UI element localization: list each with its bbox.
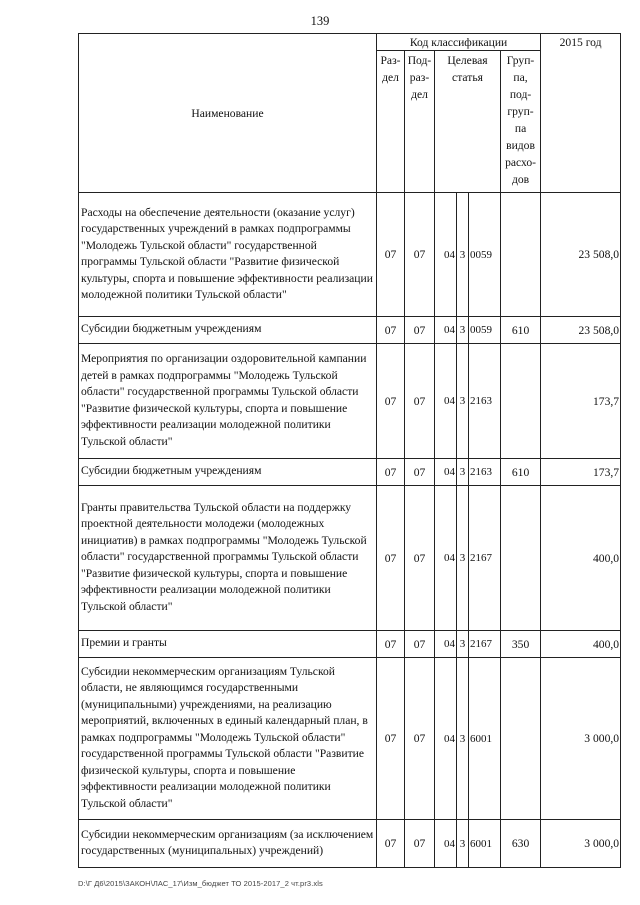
- row-razdel: 07: [377, 631, 405, 658]
- row-podrazdel: 07: [405, 631, 435, 658]
- table-row: [79, 193, 621, 317]
- row-target-code: 2163: [469, 344, 501, 459]
- row-name: Расходы на обеспечение деятельности (оказание услуг) государственных учреждений в рамках подпрограммы "Молодежь Тульской области" государственной программы Тульской области "Развитие физической культуры, спорта и повышение эффективности реализации молодежной политики Тульской области": [79, 193, 377, 317]
- row-podrazdel: 07: [405, 658, 435, 820]
- row-program: 04: [435, 820, 457, 868]
- table-row: [79, 820, 621, 868]
- row-program: 04: [435, 317, 457, 344]
- row-subprogram: 3: [457, 658, 469, 820]
- header-target: Целевая статья: [435, 51, 501, 193]
- row-vid: 610: [501, 459, 541, 486]
- row-program: 04: [435, 344, 457, 459]
- row-name: Мероприятия по организации оздоровительной кампании детей в рамках подпрограммы "Молодежь Тульской области" государственной программы Тульской области "Развитие физической культуры, спорта и повышение эффективности реализации молодежной политики Тульской области": [79, 344, 377, 459]
- table-row: [79, 459, 621, 486]
- row-subprogram: 3: [457, 193, 469, 317]
- row-subprogram: 3: [457, 631, 469, 658]
- row-target-code: 6001: [469, 820, 501, 868]
- table-row: [79, 344, 621, 459]
- row-vid: [501, 193, 541, 317]
- row-vid: [501, 486, 541, 631]
- page-number: 139: [310, 14, 330, 28]
- table-row: [79, 631, 621, 658]
- row-target-code: 6001: [469, 658, 501, 820]
- row-razdel: 07: [377, 459, 405, 486]
- row-amount: 3 000,0: [541, 658, 621, 820]
- row-razdel: 07: [377, 486, 405, 631]
- row-program: 04: [435, 193, 457, 317]
- row-vid: 350: [501, 631, 541, 658]
- row-target-code: 2163: [469, 459, 501, 486]
- row-podrazdel: 07: [405, 486, 435, 631]
- row-razdel: 07: [377, 344, 405, 459]
- row-subprogram: 3: [457, 459, 469, 486]
- row-podrazdel: 07: [405, 459, 435, 486]
- row-subprogram: 3: [457, 317, 469, 344]
- table-row: [79, 658, 621, 820]
- row-vid: 630: [501, 820, 541, 868]
- row-name: Субсидии некоммерческим организациям (за исключением государственных (муниципальных) учреждений): [79, 820, 377, 868]
- row-subprogram: 3: [457, 344, 469, 459]
- row-program: 04: [435, 459, 457, 486]
- header-year: 2015 год: [541, 34, 621, 193]
- file-path-footer: D:\Г Д6\2015\ЗАКОН\ЛАС_17\Изм_бюджет ТО 2015-2017_2 чт.pr3.xls: [78, 879, 323, 888]
- row-podrazdel: 07: [405, 193, 435, 317]
- row-razdel: 07: [377, 658, 405, 820]
- row-podrazdel: 07: [405, 317, 435, 344]
- header-name: Наименование: [79, 34, 377, 193]
- row-amount: 23 508,0: [541, 317, 621, 344]
- row-name: Субсидии бюджетным учреждениям: [79, 459, 377, 486]
- row-program: 04: [435, 658, 457, 820]
- row-target-code: 0059: [469, 317, 501, 344]
- row-program: 04: [435, 486, 457, 631]
- row-vid: 610: [501, 317, 541, 344]
- row-amount: 3 000,0: [541, 820, 621, 868]
- row-amount: 400,0: [541, 631, 621, 658]
- row-subprogram: 3: [457, 486, 469, 631]
- row-target-code: 2167: [469, 486, 501, 631]
- row-program: 04: [435, 631, 457, 658]
- row-vid: [501, 658, 541, 820]
- table-row: [79, 486, 621, 631]
- header-razdel: Раз- дел: [377, 51, 405, 193]
- row-amount: 173,7: [541, 459, 621, 486]
- row-razdel: 07: [377, 193, 405, 317]
- row-podrazdel: 07: [405, 344, 435, 459]
- header-podrazdel: Под- раз- дел: [405, 51, 435, 193]
- row-amount: 173,7: [541, 344, 621, 459]
- row-amount: 23 508,0: [541, 193, 621, 317]
- row-subprogram: 3: [457, 820, 469, 868]
- row-razdel: 07: [377, 317, 405, 344]
- budget-table: [78, 33, 621, 868]
- row-name: Субсидии некоммерческим организациям Тульской области, не являющимся государственными (муниципальными) учреждениями, на реализацию мероприятий, включенных в единый календарный план, в рамках подпрограммы "Молодежь Тульской области" государственной программы Тульской области "Развитие физической культуры, спорта и повышение эффективности реализации молодежной политики Тульской области": [79, 658, 377, 820]
- row-target-code: 0059: [469, 193, 501, 317]
- row-name: Субсидии бюджетным учреждениям: [79, 317, 377, 344]
- row-razdel: 07: [377, 820, 405, 868]
- row-podrazdel: 07: [405, 820, 435, 868]
- header-code-group: Код классификации: [377, 34, 541, 51]
- row-name: Гранты правительства Тульской области на поддержку проектной деятельности молодежи (молодежных инициатив) в рамках подпрограммы "Молодежь Тульской области" государственной программы Тульской области "Развитие физической культуры, спорта и повышение эффективности реализации молодежной политики Тульской области": [79, 486, 377, 631]
- header-vid: Груп- па, под- груп- па видов расхо- дов: [501, 51, 541, 193]
- table-row: [79, 317, 621, 344]
- row-amount: 400,0: [541, 486, 621, 631]
- row-name: Премии и гранты: [79, 631, 377, 658]
- row-target-code: 2167: [469, 631, 501, 658]
- row-vid: [501, 344, 541, 459]
